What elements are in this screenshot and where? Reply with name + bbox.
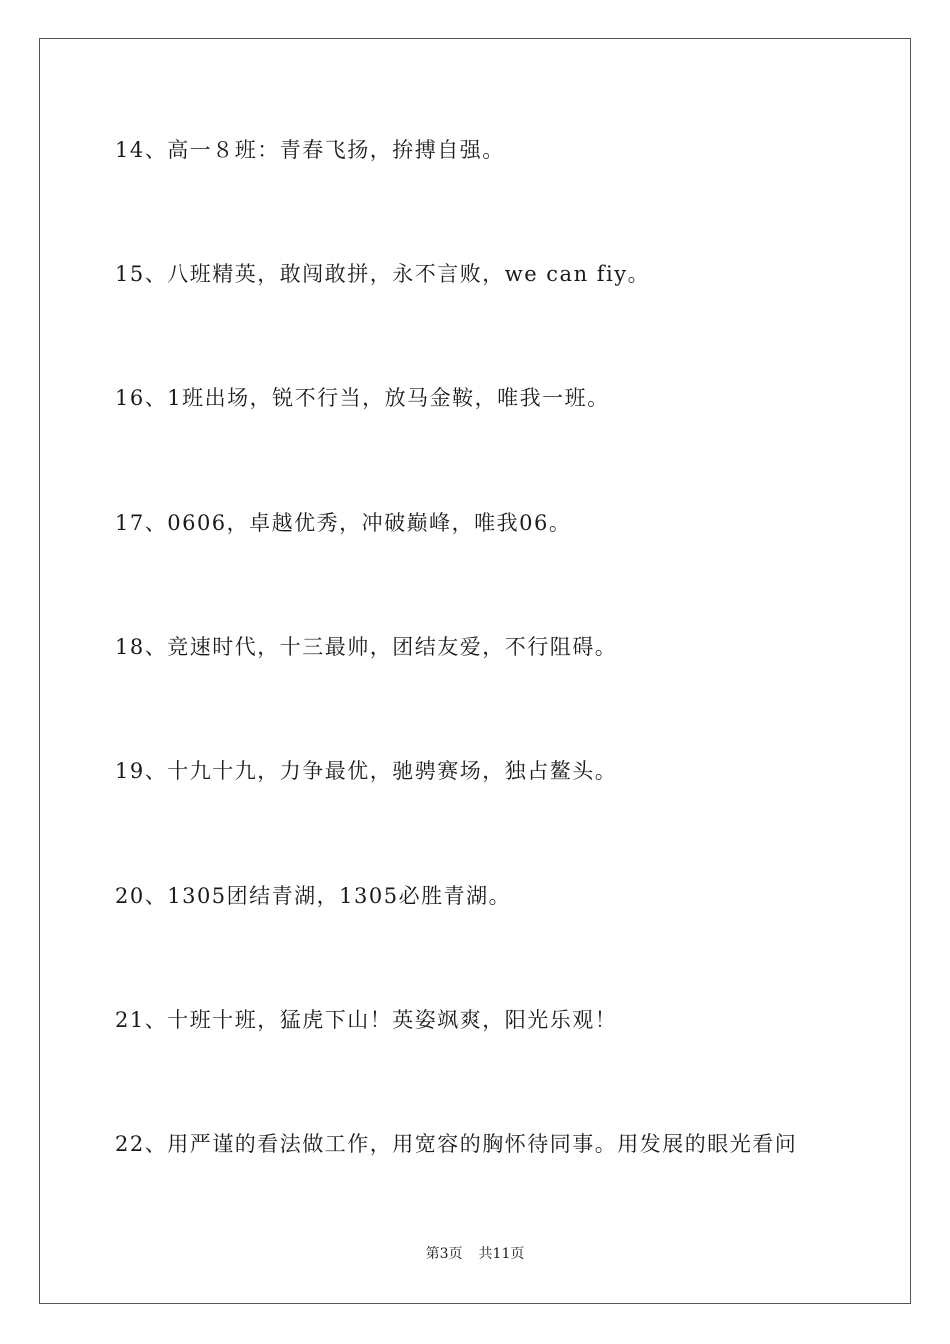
page-number: 第3页 — [425, 1246, 463, 1262]
slogan-line-16: 16、1班出场，锐不行当，放马金鞍，唯我一班。 — [115, 386, 610, 410]
slogan-line-17: 17、0606，卓越优秀，冲破巅峰，唯我06。 — [115, 511, 572, 535]
page-frame — [39, 38, 911, 1304]
slogan-line-19: 19、十九十九，力争最优，驰骋赛场，独占鳌头。 — [115, 759, 618, 783]
slogan-line-14: 14、高一８班：青春飞扬，拚搏自强。 — [115, 138, 505, 162]
slogan-line-20: 20、1305团结青湖，1305必胜青湖。 — [115, 884, 512, 908]
slogan-line-21: 21、十班十班，猛虎下山！英姿飒爽，阳光乐观！ — [115, 1008, 618, 1032]
slogan-line-18: 18、竞速时代，十三最帅，团结友爱，不行阻碍。 — [115, 635, 618, 659]
slogan-line-15: 15、八班精英，敢闯敢拼，永不言败，we can fiy。 — [115, 262, 651, 286]
page-total: 共11页 — [478, 1246, 525, 1262]
slogan-line-22: 22、用严谨的看法做工作，用宽容的胸怀待同事。用发展的眼光看问 — [115, 1132, 798, 1156]
page-footer — [0, 1244, 950, 1264]
